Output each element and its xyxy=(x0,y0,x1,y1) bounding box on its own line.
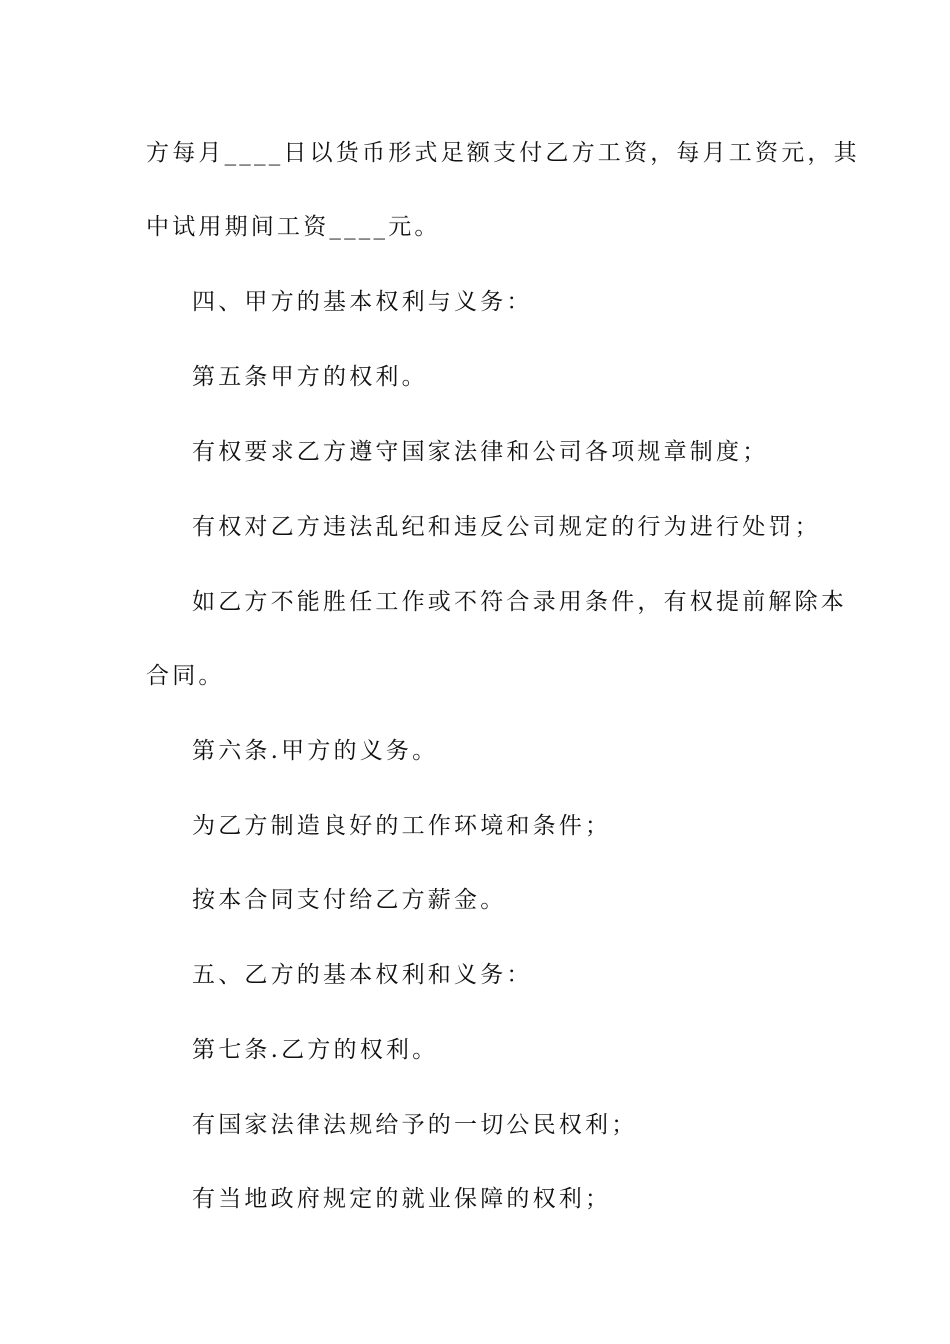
article-5-item-2: 有权对乙方违法乱纪和违反公司规定的行为进行处罚； xyxy=(192,514,821,540)
article-5-item-3-continued: 合同。 xyxy=(146,663,225,689)
article-7-title: 第七条.乙方的权利。 xyxy=(192,1037,439,1063)
article-6-title: 第六条.甲方的义务。 xyxy=(192,738,439,764)
text-line-probation-salary: 中试用期间工资____元。 xyxy=(146,214,441,240)
article-5-item-1: 有权要求乙方遵守国家法律和公司各项规章制度； xyxy=(192,439,769,465)
section-heading-party-a: 四、甲方的基本权利与义务： xyxy=(192,289,533,315)
article-7-item-1: 有国家法律法规给予的一切公民权利； xyxy=(192,1112,638,1138)
article-5-title: 第五条甲方的权利。 xyxy=(192,364,428,390)
article-7-item-2: 有当地政府规定的就业保障的权利； xyxy=(192,1186,612,1212)
text-line-salary-payment: 方每月____日以货币形式足额支付乙方工资，每月工资元，其 xyxy=(146,140,860,166)
section-heading-party-b: 五、乙方的基本权利和义务： xyxy=(192,962,533,988)
article-6-item-2: 按本合同支付给乙方薪金。 xyxy=(192,887,507,913)
article-5-item-3: 如乙方不能胜任工作或不符合录用条件，有权提前解除本 xyxy=(192,589,847,615)
article-6-item-1: 为乙方制造良好的工作环境和条件； xyxy=(192,813,612,839)
